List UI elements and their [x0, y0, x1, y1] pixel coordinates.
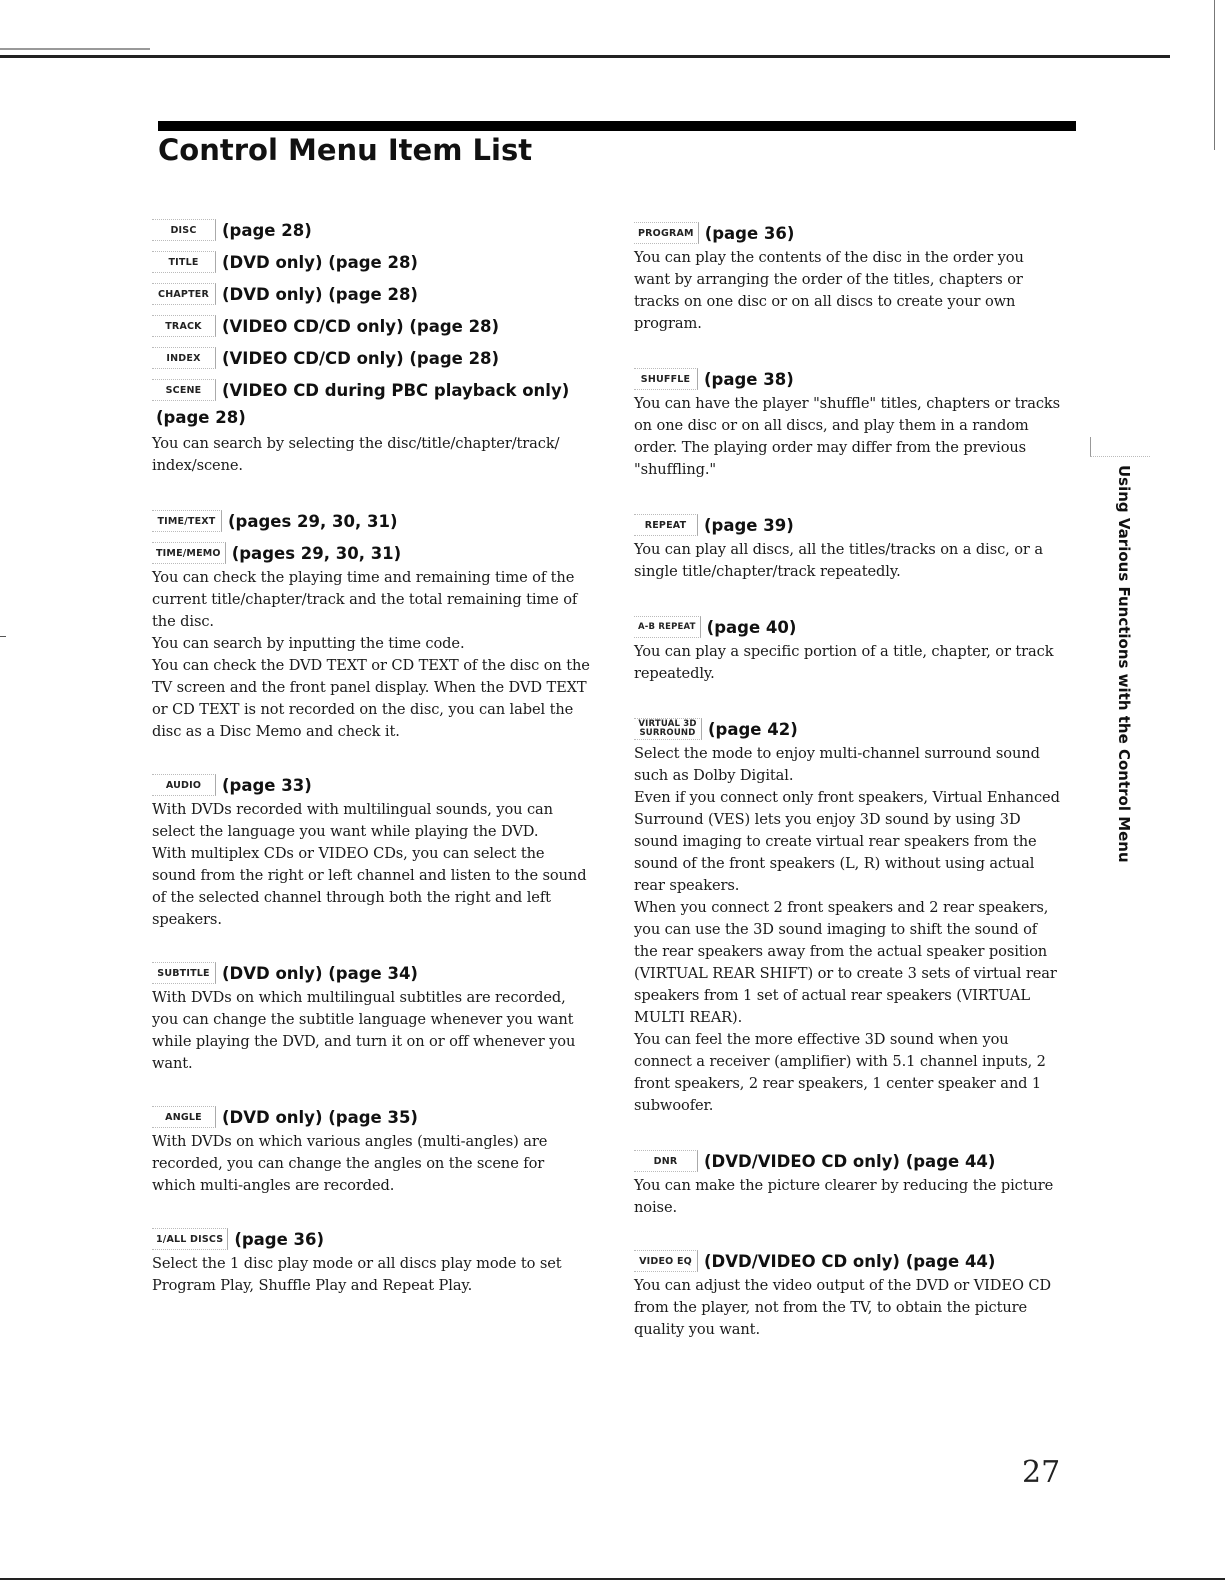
item-label: (pages 29, 30, 31) — [231, 543, 402, 563]
paragraph: You can feel the more effective 3D sound when you connect a receiver (amplifier) with 5.1 channel inputs, 2 front speakers, 2 rear speakers, 1 center speaker and 1 subwoofer. — [634, 1031, 1046, 1114]
top-rule — [0, 55, 1170, 58]
index-icon: INDEX — [152, 347, 216, 369]
paragraph: You can adjust the video output of the DVD or VIDEO CD from the player, not from the TV, to obtain the picture quality you want. — [634, 1277, 1052, 1338]
menu-item — [152, 773, 592, 797]
track-icon: TRACK — [152, 315, 216, 337]
side-tab-mark — [1090, 437, 1150, 457]
menu-item — [152, 961, 592, 985]
disc-icon: DISC — [152, 219, 216, 241]
paragraph: You can check the playing time and remaining time of the current title/chapter/track and the total remaining time of the disc. — [152, 569, 578, 630]
paragraph: With DVDs on which various angles (multi-angles) are recorded, you can change the angles on the scene for which multi-angles are recorded. — [152, 1133, 548, 1194]
section-audio — [152, 773, 592, 931]
section-time-text — [152, 509, 592, 743]
menu-item — [634, 1149, 1064, 1173]
item-label: (pages 29, 30, 31) — [228, 511, 398, 531]
menu-item — [152, 1105, 592, 1129]
dnr-icon: DNR — [634, 1150, 698, 1172]
menu-item — [152, 282, 592, 306]
menu-item — [152, 1227, 592, 1251]
section-repeat — [634, 513, 1064, 583]
menu-item — [152, 509, 592, 533]
title-icon: TITLE — [152, 251, 216, 273]
subtitle-icon: SUBTITLE — [152, 962, 216, 984]
paragraph: With multiplex CDs or VIDEO CDs, you can select the sound from the right or left channel and listen to the sound of the selected channel through both the right and left speakers. — [152, 845, 587, 928]
menu-item — [634, 367, 1064, 391]
item-label: (page 33) — [222, 775, 312, 795]
section-shuffle — [634, 367, 1064, 481]
paragraph: You can search by inputting the time code. — [152, 635, 465, 652]
ab-repeat-icon: A-B REPEAT — [634, 616, 701, 638]
section-dnr — [634, 1149, 1064, 1219]
section-ab-repeat — [634, 615, 1064, 685]
paragraph: You can check the DVD TEXT or CD TEXT of the disc on the TV screen and the front panel display. When the DVD TEXT or CD TEXT is not recorded on the disc, you can label the disc as a Disc Memo and check it. — [152, 657, 590, 740]
item-label: (page 40) — [706, 617, 797, 637]
paragraph: Even if you connect only front speakers, Virtual Enhanced Surround (VES) lets you enjoy 3D sound by using 3D sound imaging to create virtual rear speakers from the sound of the front speakers (L, R) without using actual rear speakers. — [634, 789, 1060, 894]
bottom-rule — [0, 1578, 1225, 1580]
item-label: (DVD only) (page 28) — [222, 284, 418, 304]
item-label: (page 38) — [704, 369, 794, 389]
item-label: (DVD only) (page 35) — [222, 1107, 418, 1127]
paragraph: You can play all discs, all the titles/tracks on a disc, or a single title/chapter/track repeatedly. — [634, 541, 1043, 580]
section-video-eq — [634, 1249, 1064, 1341]
menu-item — [152, 218, 592, 242]
paragraph: With DVDs recorded with multilingual sounds, you can select the language you want while playing the DVD. — [152, 801, 553, 840]
item-label: (page 36) — [234, 1229, 325, 1249]
item-label: (VIDEO CD/CD only) (page 28) — [222, 316, 500, 336]
page-number: 27 — [1022, 1455, 1061, 1490]
section-angle — [152, 1105, 592, 1197]
menu-item — [152, 346, 592, 370]
item-label-continuation: (page 28) — [156, 408, 246, 427]
menu-item — [152, 314, 592, 338]
scan-edge-right — [1214, 0, 1215, 150]
item-label: (page 28) — [222, 220, 312, 240]
menu-item — [634, 717, 1064, 741]
paragraph: You can play the contents of the disc in the order you want by arranging the order of the titles, chapters or tracks on one disc or on all discs to create your own program. — [634, 249, 1024, 332]
menu-item — [634, 221, 1064, 245]
right-column — [634, 221, 1064, 1341]
program-icon: PROGRAM — [634, 222, 699, 244]
menu-item — [634, 513, 1064, 537]
left-column — [152, 218, 592, 1297]
menu-item — [152, 378, 592, 402]
item-label: (VIDEO CD during PBC playback only) — [222, 380, 570, 400]
menu-item — [634, 1249, 1064, 1273]
section-subtitle — [152, 961, 592, 1075]
shuffle-icon: SHUFFLE — [634, 368, 698, 390]
section-virtual-surround — [634, 717, 1064, 1117]
item-label: (DVD/VIDEO CD only) (page 44) — [704, 1251, 996, 1271]
angle-icon: ANGLE — [152, 1106, 216, 1128]
item-label: (DVD only) (page 34) — [222, 963, 418, 983]
menu-item — [152, 250, 592, 274]
title-rule — [158, 121, 1076, 131]
audio-icon: AUDIO — [152, 774, 216, 796]
item-label: (DVD/VIDEO CD only) (page 44) — [704, 1151, 996, 1171]
item-label: (DVD only) (page 28) — [222, 252, 418, 272]
paragraph: You can play a specific portion of a title, chapter, or track repeatedly. — [634, 643, 1054, 682]
section-disc-search — [152, 218, 592, 477]
item-label: (page 36) — [704, 223, 795, 243]
chapter-icon: CHAPTER — [152, 283, 216, 305]
menu-item — [152, 541, 592, 565]
time-memo-icon: TIME/MEMO — [152, 542, 226, 564]
item-label: (page 39) — [704, 515, 794, 535]
time-text-icon: TIME/TEXT — [152, 510, 222, 532]
video-eq-icon: VIDEO EQ — [634, 1250, 698, 1272]
paragraph: Select the 1 disc play mode or all discs play mode to set Program Play, Shuffle Play and Repeat Play. — [152, 1255, 562, 1294]
repeat-icon: REPEAT — [634, 514, 698, 536]
paragraph: You can search by selecting the disc/title/chapter/track/ index/scene. — [152, 435, 560, 474]
all-discs-icon: 1/ALL DISCS — [152, 1228, 228, 1250]
item-label: (page 42) — [708, 719, 798, 739]
paragraph: You can have the player "shuffle" titles, chapters or tracks on one disc or on all discs, and play them in a random order. The playing order may differ from the previous "shuffling." — [634, 395, 1061, 478]
section-all-discs — [152, 1227, 592, 1297]
paragraph: Select the mode to enjoy multi-channel surround sound such as Dolby Digital. — [634, 745, 1040, 784]
section-program — [634, 221, 1064, 335]
side-tab-label: Using Various Functions with the Control Menu — [1115, 465, 1133, 863]
paragraph: When you connect 2 front speakers and 2 rear speakers, you can use the 3D sound imaging to shift the sound of the rear speakers away from the actual speaker position (VIRTUAL REAR SHIFT) or to create 3 sets of virtual rear speakers from 1 set of actual rear speakers (VIRTUAL MULTI REAR). — [634, 899, 1057, 1026]
scene-icon: SCENE — [152, 379, 216, 401]
paragraph: With DVDs on which multilingual subtitles are recorded, you can change the subtitle language whenever you want while playing the DVD, and turn it on or off whenever you want. — [152, 989, 576, 1072]
menu-item — [634, 615, 1064, 639]
scan-artifact-top — [0, 48, 150, 50]
page-title: Control Menu Item List — [158, 133, 533, 167]
scan-mark-left — [0, 636, 6, 637]
virtual-surround-icon: VIRTUAL 3D SURROUND — [634, 718, 702, 740]
paragraph: You can make the picture clearer by reducing the picture noise. — [634, 1177, 1054, 1216]
item-label: (VIDEO CD/CD only) (page 28) — [222, 348, 500, 368]
